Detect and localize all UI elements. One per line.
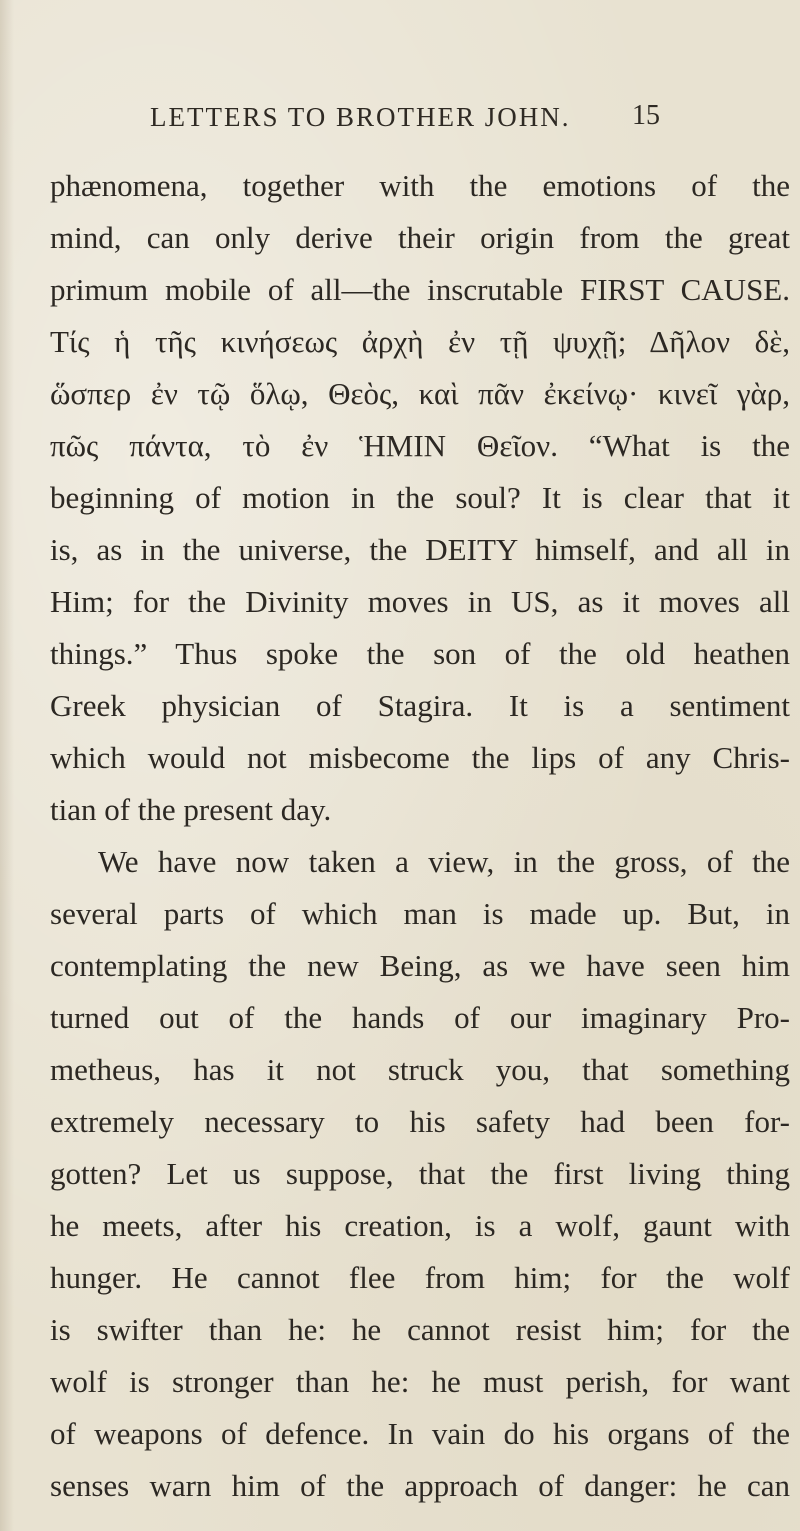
body-text <box>50 160 790 1512</box>
text-line: primum mobile of all—the inscrutable FIRST CAUSE. <box>50 272 790 307</box>
text-line: mind, can only derive their origin from the great <box>50 220 790 255</box>
text-line: is swifter than he: he cannot resist him; for the <box>50 1312 790 1347</box>
text-line: phænomena, together with the emotions of the <box>50 168 790 203</box>
text-line: We have now taken a view, in the gross, of the <box>98 844 790 879</box>
text-line: gotten? Let us suppose, that the first living thing <box>50 1156 790 1191</box>
text-line: Him; for the Divinity moves in US, as it moves all <box>50 584 790 619</box>
text-line: he meets, after his creation, is a wolf, gaunt with <box>50 1208 790 1243</box>
text-line: beginning of motion in the soul? It is clear that it <box>50 480 790 515</box>
text-line: several parts of which man is made up. But, in <box>50 896 790 931</box>
text-line: which would not misbecome the lips of any Chris- <box>50 740 790 775</box>
text-line: wolf is stronger than he: he must perish, for want <box>50 1364 790 1399</box>
text-line: metheus, has it not struck you, that something <box>50 1052 790 1087</box>
text-line: of weapons of defence. In vain do his organs of the <box>50 1416 790 1451</box>
text-line: contemplating the new Being, as we have seen him <box>50 948 790 983</box>
text-line: turned out of the hands of our imaginary Pro- <box>50 1000 790 1035</box>
greek-quote-line: πῶς πάντα, τὸ ἐν ἩΜΙΝ Θεῖον. “What is the <box>50 428 790 463</box>
text-line: is, as in the universe, the DEITY himself, and all in <box>50 532 790 567</box>
text-line: Greek physician of Stagira. It is a sentiment <box>50 688 790 723</box>
text-line: extremely necessary to his safety had been for- <box>50 1104 790 1139</box>
text-line: hunger. He cannot flee from him; for the wolf <box>50 1260 790 1295</box>
greek-quote-line: Τίς ἡ τῆς κινήσεως ἀρχὴ ἐν τῇ ψυχῇ; Δῆλον δὲ, <box>50 324 790 359</box>
text-line: things.” Thus spoke the son of the old heathen <box>50 636 790 671</box>
running-head: LETTERS TO BROTHER JOHN. <box>150 102 571 132</box>
page-gutter-shadow <box>0 0 14 1531</box>
text-line: senses warn him of the approach of danger: he can <box>50 1468 790 1503</box>
greek-quote-line: ὥσπερ ἐν τῷ ὅλῳ, Θεὸς, καὶ πᾶν ἐκείνῳ· κινεῖ γὰρ, <box>50 376 790 411</box>
text-line: tian of the present day. <box>50 792 332 827</box>
page-number: 15 <box>632 100 660 131</box>
